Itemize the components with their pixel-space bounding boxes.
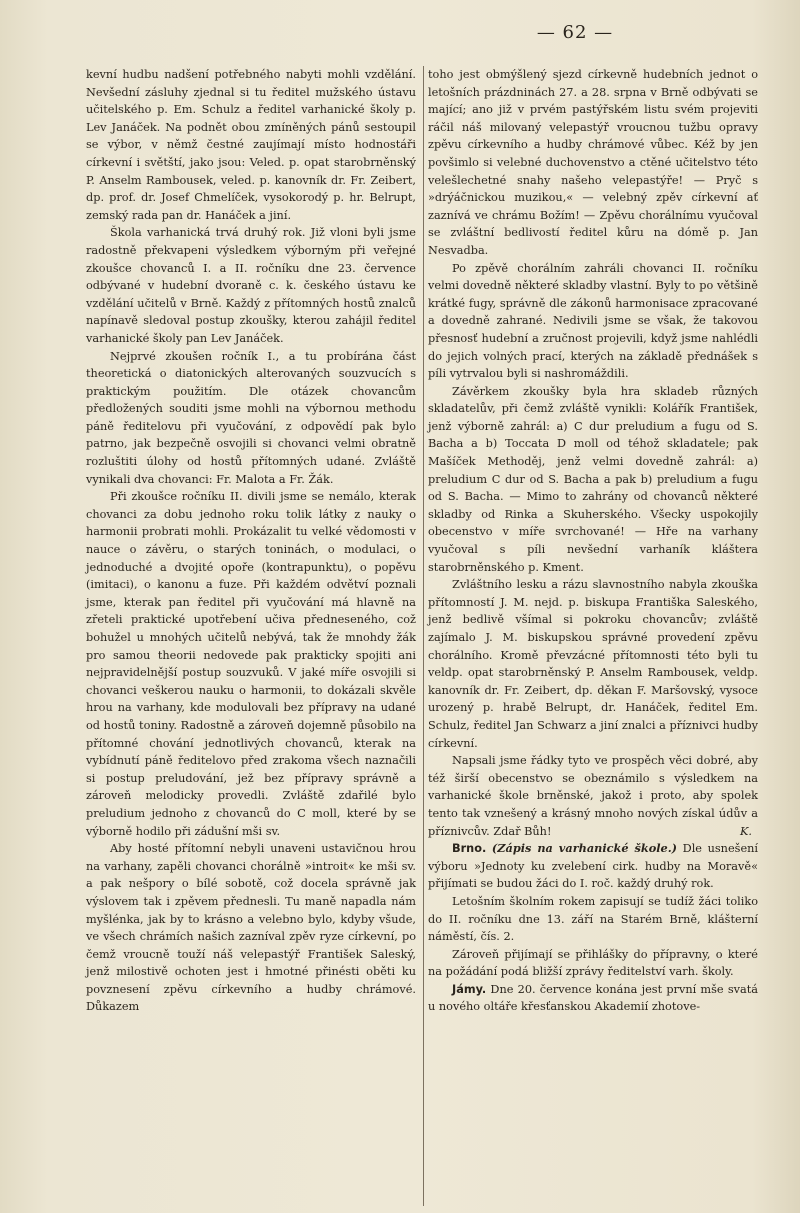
right-column: [428, 66, 758, 1016]
section-heading-brno: Brno.: [452, 842, 487, 856]
page-header: [0, 18, 800, 48]
paragraph: Po zpěvě chorálním zahráli chovanci II. ročníku velmi dovedně některé skladby vlastní. Byly to po většině krátké fugy, správně dle zákonů harmonisace zpracované a dovedně zahrané. Nedivili jsme se však, že takovou přesnosť hudební a zručnost projevili, když jsme nahlédli do jejich volných prací, kterých na základě přednášek s píli vytrvalou byli si nashromáždili.: [428, 261, 758, 381]
paragraph: Nejprvé zkoušen ročník I., a tu probírána část theoretická o diatonických alterovaných souzvucích s praktickým použitím. Dle otázek chovancům předložených souditi jsme mohli na výbornou methodu páně ředitelovu při vyučování, z odpovědí pak bylo patrno, jak bezpečně osvojili si chovanci velmi obratně rozluštiti úlohy od hostů přítomných udané. Zvláště vynikali dva chovanci: Fr. Malota a Fr. Žák.: [86, 349, 416, 486]
paragraph: [428, 840, 758, 893]
section-heading-jamy: Jámy.: [452, 982, 487, 996]
author-signature: K.: [739, 824, 752, 838]
paragraph: Škola varhanická trvá druhý rok. Již vloni byli jsme radostně překvapeni výsledkem výborným při veřejné zkoušce chovanců I. a II. ročníku dne 23. července odbývané v hudební dvoraně c. k. českého ústavu ke vzdělání učitelů v Brně. Každý z přítomných hostů znalců napínavě sledoval postup zkoušky, kterou zahájil ředitel varhanické školy pan Lev Janáček.: [86, 226, 416, 345]
left-column: [86, 66, 416, 1016]
column-divider: [423, 66, 424, 1206]
paragraph: Zároveň přijímají se přihlášky do přípravny, o které na požádání podá bližší zprávy ředitelství varh. školy.: [428, 947, 758, 979]
paragraph: toho jest obmýšlený sjezd církevně hudebních jednot o letošních prázdninách 27. a 28. srpna v Brně odbývati se mající; ano již v prvém pastýřském listu svém projeviti ráčil náš milovaný velepastýř vroucnou tužbu opravy zpěvu církevního a hudby chrámové vůbec. Kéž by jen povšimlo si velebné duchovenstvo a ctěné učitelstvo této velešlechetné snahy našeho velepastýře! — Pryč s »drýáčnickou muzikou,« — velebný zpěv církevní ať zaznívá ve chrámu Božím! — Zpěvu chorálnímu vyučoval se zvláštní bedlivostí ředitel kůru na dómě p. Jan Nesvadba.: [428, 68, 758, 257]
paragraph-text: Dne 20. července konána jest první mše svatá u nového oltáře křesťanskou Akademií zhotove-: [428, 982, 759, 1014]
paragraph: Aby hosté přítomní nebyli unaveni ustavičnou hrou na varhany, zapěli chovanci chorálně »introit« ke mši sv. a pak nešpory o bílé sobotě, což docela správně jak výslovem tak i zpěvem přednesli. Tu maně napadla nám myšlénka, jak by to krásno a velebno bylo, kdyby všude, ve všech chrámích našich zazníval zpěv ryze církevní, po čemž vroucně touží náš velepastýř František Saleský, jenž milostivě ochoten jest i hmotné přinésti oběti ku povznesení zpěvu církevního a hudby chrámové. Důkazem: [86, 842, 416, 1014]
paragraph: [428, 752, 758, 840]
paragraph: Při zkoušce ročníku II. divili jsme se nemálo, kterak chovanci za dobu jednoho roku tolik látky z nauky o harmonii probrati mohli. Prokázalit tu velké vědomosti v nauce o závěru, o starých toninách, o modulaci, o jednoduché a dvojité opoře (kontrapunktu), o popěvu (imitaci), o kanonu a fuze. Při každém odvětví poznali jsme, kterak pan ředitel při vyučování má hlavně na zřeteli praktické upotřebení učiva předneseného, což bohužel u mnohých učitelů nebývá, tak že mnohdy žák pro samou theorii nedovede pak prakticky spojiti ani nejpravidelnější postup souzvuků. V jaké míře osvojili si chovanci veškerou nauku o harmonii, to dokázali skvěle hrou na varhany, kde modulovali bez přípravy na udané od hostů toniny. Radostně a zároveň dojemně působilo na přítomné chování jednotlivých chovanců, kterak na vybídnutí páně ředitelovo před zrakoma všech naznačili si postup preludování, jež bez přípravy správně a zároveň melodicky provedli. Zvláště zdařilé bylo preludium jednoho z chovanců do C moll, které by se výborně hodilo při zádušní mši sv.: [86, 490, 416, 838]
paragraph: [428, 981, 758, 1016]
paragraph: Zvláštního lesku a rázu slavnostního nabyla zkouška přítomností J. M. nejd. p. biskupa Františka Saleského, jenž bedlivě všímal si pokroku chovancův; zvláště zajímalo J. M. biskupskou správné provedení zpěvu chorálního. Kromě převzácné přítomnosti této byli tu veldp. opat starobrněnský P. Anselm Rambousek, veldp. kanovník dr. Fr. Zeibert, dp. děkan F. Maršovský, vysoce urozený p. hrabě Belrupt, dr. Hanáček, ředitel Em. Schulz, ředitel Jan Schwarz a jiní znalci a příznivci hudby církevní.: [428, 578, 758, 750]
page-number: — 62 —: [536, 22, 614, 43]
paragraph: kevní hudbu nadšení potřebného nabyti mohli vzdělání. Nevšední zásluhy zjednal si tu ředitel mužského ústavu učitelského p. Em. Schulz a ředitel varhanické školy p. Lev Janáček. Na podnět obou zmíněných pánů sestoupil se výbor, v němž čestné zaujímají místo hodnostáři církevní i světští, jako jsou: Veled. p. opat starobrněnský P. Anselm Rambousek, veled. p. kanovník dr. Fr. Zeibert, dp. prof. dr. Josef Chmelíček, vysokorodý p. hr. Belrupt, zemský rada pan dr. Hanáček a jiní.: [86, 68, 416, 222]
section-subtitle: (Zápis na varhanické škole.): [491, 841, 678, 856]
paragraph: Závěrkem zkoušky byla hra skladeb různých skladatelův, při čemž zvláště vynikli: Kolářík František, jenž výborně zahrál: a) C dur preludium a fugu od S. Bacha a b) Toccata D moll od téhož skladatele; pak Mašíček Methoděj, jenž velmi dovedně zahrál: a) preludium C dur od S. Bacha a pak b) preludium a fugu od S. Bacha. — Mimo to zahrány od chovanců některé skladby od Rinka a Skuherského. Všecky uspokojily obecenstvo v míře svrchované! — Hře na varhany vyučoval s píli nevšední varhaník kláštera starobrněnského p. Kment.: [428, 384, 758, 574]
paragraph: Letošním školním rokem zapisují se tudíž žáci toliko do II. ročníku dne 13. září na Starém Brně, klášterní náměstí, čís. 2.: [428, 894, 758, 944]
paragraph-text: Napsali jsme řádky tyto ve prospěch věci dobré, aby též širší obecenstvo se obeznámilo s výsledkem na varhanické škole brněnské, jakož i proto, aby spolek tento tak vznešený a krásný mnoho nových získal údův a příznivcův. Zdař Bůh!: [428, 754, 758, 838]
paragraph-text: Dle usnešení výboru »Jednoty ku zvelebení cirk. hudby na Moravě« přijímati se budou žáci do I. roč. každý druhý rok.: [428, 842, 759, 891]
